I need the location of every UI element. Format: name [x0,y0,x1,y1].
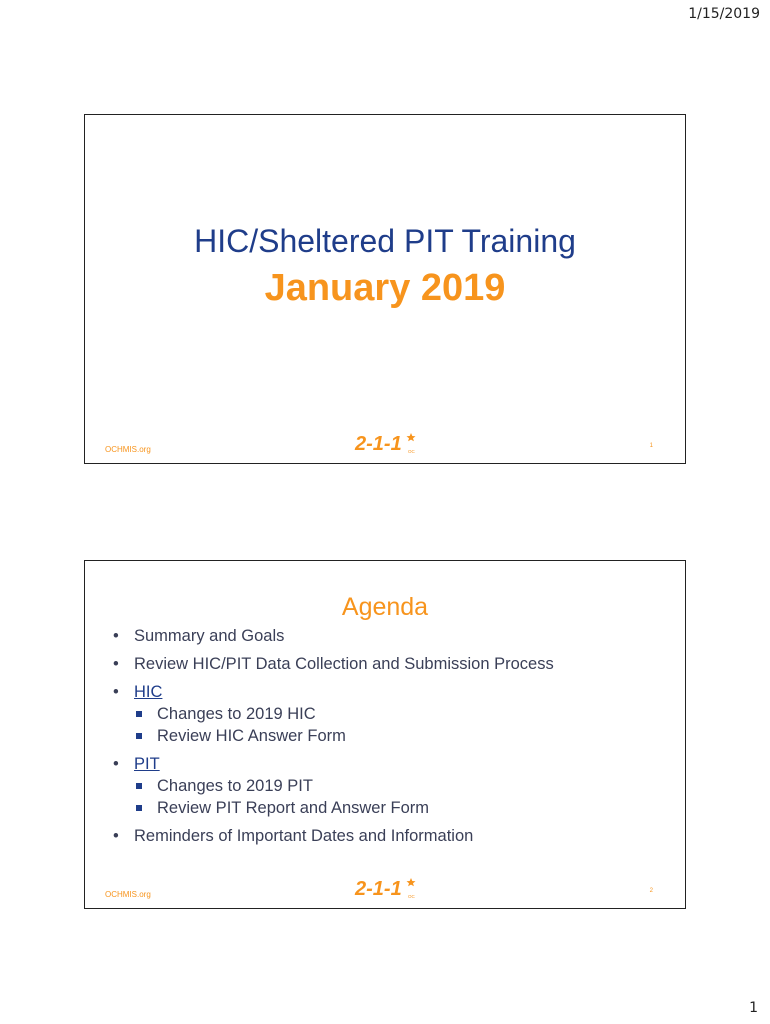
agenda-subitem [134,703,675,725]
page-date: 1/15/2019 [688,6,760,22]
agenda-item-label: Summary and Goals [134,627,285,645]
bullet-icon: • [113,655,119,673]
211-logo-icon [353,876,419,900]
agenda-item [111,625,675,647]
slide-2 [84,560,686,909]
agenda-item [111,681,675,747]
agenda-sublist [134,703,675,747]
slide-number: 2 [649,888,653,894]
bullet-icon: • [113,683,119,701]
agenda-link[interactable]: PIT [134,755,160,773]
bullet-icon: • [113,755,119,773]
square-bullet-icon [136,783,142,789]
page-number: 1 [749,1000,758,1016]
agenda-subitem [134,797,675,819]
slide-subtitle: January 2019 [264,267,506,309]
svg-text:2-1-1: 2-1-1 [355,878,402,900]
agenda-item [111,825,675,847]
agenda-subitem [134,725,675,747]
agenda-subitem-label: Changes to 2019 PIT [157,777,313,795]
211-logo-icon [353,431,419,455]
agenda-sublist [134,775,675,819]
agenda-item [111,753,675,819]
agenda-item [111,653,675,675]
slide-1 [84,114,686,464]
agenda-item-label: Reminders of Important Dates and Information [134,827,474,845]
agenda-subitem-label: Review HIC Answer Form [157,727,346,745]
svg-text:OC: OC [408,894,415,899]
svg-text:2-1-1: 2-1-1 [355,433,402,455]
square-bullet-icon [136,711,142,717]
agenda-subitem-label: Review PIT Report and Answer Form [157,799,430,817]
square-bullet-icon [136,805,142,811]
agenda-link[interactable]: HIC [134,683,163,701]
agenda-item-label: Review HIC/PIT Data Collection and Submission Process [134,655,554,673]
svg-text:OC: OC [408,449,415,454]
agenda-title: Agenda [341,593,429,621]
square-bullet-icon [136,733,142,739]
footer-website: OCHMIS.org [105,890,151,899]
agenda-subitem-label: Changes to 2019 HIC [157,705,316,723]
bullet-icon: • [113,627,119,645]
slide-title: HIC/Sheltered PIT Training [194,223,576,259]
agenda-subitem [134,775,675,797]
bullet-icon: • [113,827,119,845]
slide-number: 1 [649,443,653,449]
agenda-list [111,625,675,853]
footer-website: OCHMIS.org [105,445,151,454]
